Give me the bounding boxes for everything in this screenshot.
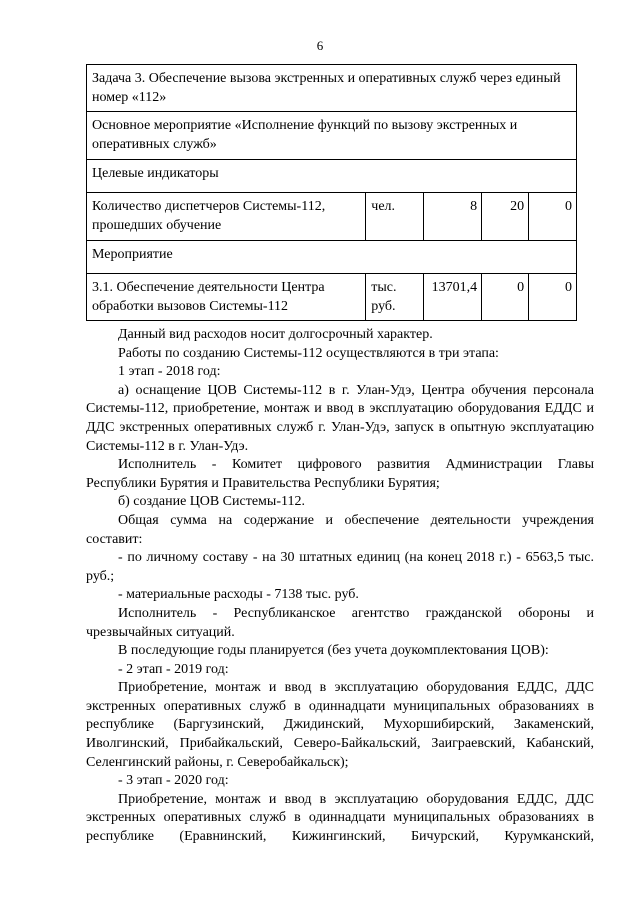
indicators-header-row <box>87 160 577 193</box>
indicator-row <box>87 193 577 241</box>
paragraph: В последующие годы планируется (без учета доукомплектования ЦОВ): <box>118 643 549 659</box>
task-cell: Задача 3. Обеспечение вызова экстренных и оперативных служб через единый номер «112» <box>87 65 577 112</box>
paragraph: - материальные расходы - 7138 тыс. руб. <box>118 587 359 603</box>
paragraph: Общая сумма на содержание и обеспечение деятельности учреждения составит: <box>86 512 594 547</box>
activity-value-2018: 13701,4 <box>424 274 482 321</box>
paragraph: Работы по созданию Системы-112 осуществляются в три этапа: <box>118 345 499 361</box>
indicator-unit-cell: чел. <box>366 193 424 241</box>
indicator-value-2018: 8 <box>424 193 482 241</box>
paragraph: а) оснащение ЦОВ Системы-112 в г. Улан-Удэ, Центра обучения персонала Системы-112, приобретение, монтаж и ввод в эксплуатацию оборудования ЕДДС и ДДС экстренных оперативных служб г. Улан-Удэ, запуск в опытную эксплуатацию Системы-112 в г. Улан-Удэ. <box>86 382 594 454</box>
activity-header-cell: Мероприятие <box>87 241 577 274</box>
indicator-value-2020: 0 <box>529 193 577 241</box>
activity-unit-cell: тыс. руб. <box>366 274 424 321</box>
paragraph: Приобретение, монтаж и ввод в эксплуатацию оборудования ЕДДС, ДДС экстренных оперативных служб в одиннадцати муниципальных образованиях в республике (Баргузинский, Джидинский, Мухоршибирский, Закаменский, Иволгинский, Прибайкальский, Северо-Байкальский, Заиграевский, Кабанский, Селенгинский районы, г. Северобайкальск); <box>86 680 594 770</box>
task-row <box>87 65 577 112</box>
main-activity-row <box>87 112 577 160</box>
paragraph: - 3 этап - 2020 год: <box>118 773 229 789</box>
paragraph: 1 этап - 2018 год: <box>118 364 221 380</box>
paragraph: б) создание ЦОВ Системы-112. <box>118 494 305 510</box>
paragraph: - по личному составу - на 30 штатных единиц (на конец 2018 г.) - 6563,5 тыс. руб.; <box>86 550 594 584</box>
paragraph: Исполнитель - Республиканское агентство гражданской обороны и чрезвычайных ситуаций. <box>86 605 594 640</box>
main-activity-cell: Основное мероприятие «Исполнение функций по вызову экстренных и оперативных служб» <box>87 112 577 160</box>
body-text <box>86 326 594 847</box>
activity-row <box>87 274 577 321</box>
paragraph: Приобретение, монтаж и ввод в эксплуатацию оборудования ЕДДС, ДДС экстренных оперативных служб в одиннадцати муниципальных образованиях в республике (Еравнинский, Кижингинский, Бичурский, Курумканский, <box>86 791 594 845</box>
indicator-name-cell: Количество диспетчеров Системы-112, прошедших обучение <box>87 193 366 241</box>
page-number: 6 <box>316 38 324 53</box>
indicators-header-cell: Целевые индикаторы <box>87 160 577 193</box>
paragraph: - 2 этап - 2019 год: <box>118 661 229 677</box>
paragraph: Исполнитель - Комитет цифрового развития Администрации Главы Республики Бурятия и Правительства Республики Бурятия; <box>86 457 594 491</box>
activity-value-2019: 0 <box>482 274 529 321</box>
paragraph: Данный вид расходов носит долгосрочный характер. <box>118 327 433 342</box>
activity-name-cell: 3.1. Обеспечение деятельности Центра обработки вызовов Системы-112 <box>87 274 366 321</box>
activity-header-row <box>87 241 577 274</box>
program-table <box>86 64 577 321</box>
indicator-value-2019: 20 <box>482 193 529 241</box>
activity-value-2020: 0 <box>529 274 577 321</box>
